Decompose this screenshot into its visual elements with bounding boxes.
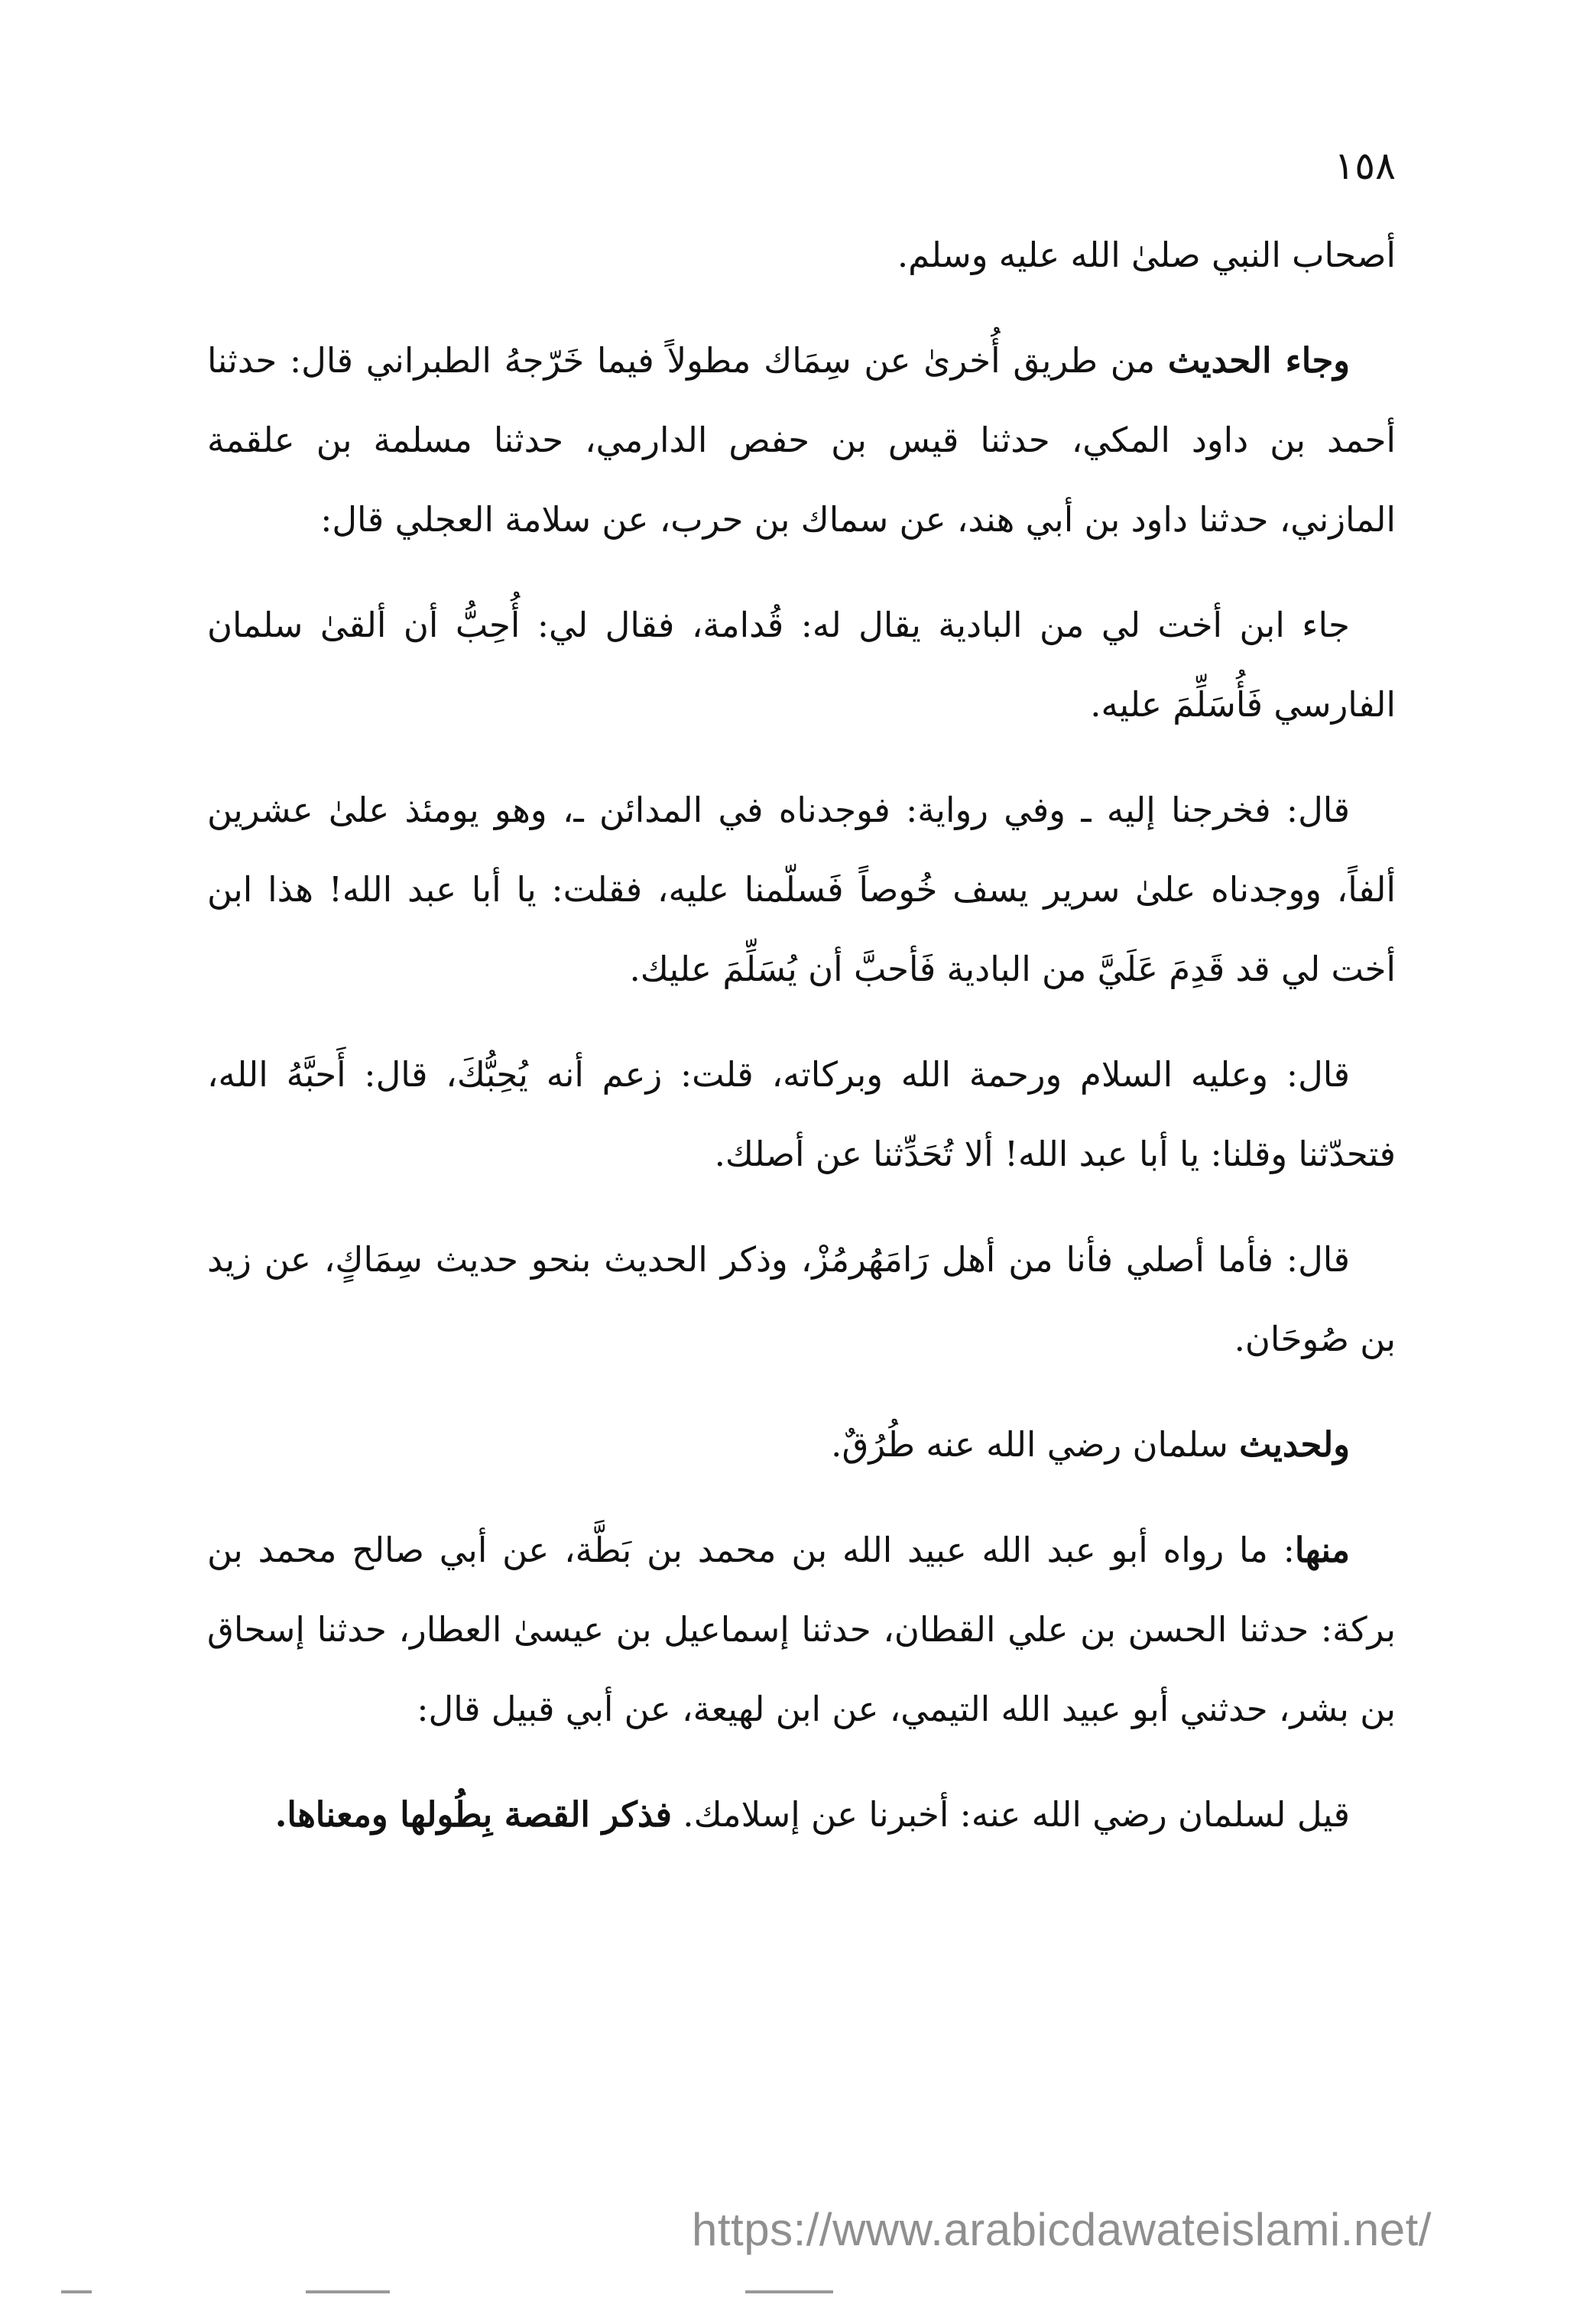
watermark-url-link[interactable]: https://www.arabicdawateislami.net/: [692, 2204, 1432, 2255]
paragraph-text: : ما رواه أبو عبد الله عبيد الله بن محمد بن بَطَّة، عن أبي صالح محمد بن بركة: حدثنا الحسن بن علي القطان، حدثنا إسماعيل بن عيسىٰ العطار، حدثنا إسحاق بن بشر، حدثني أبو عبيد الله التيمي، عن ابن لهيعة، عن أبي قبيل قال:: [207, 1530, 1396, 1729]
book-text-column: [207, 216, 1396, 1855]
paragraph-5: [207, 1035, 1396, 1194]
paragraph-text: أصحاب النبي صلىٰ الله عليه وسلم.: [897, 235, 1396, 275]
paragraph-4: [207, 771, 1396, 1009]
paragraph-text: قال: وعليه السلام ورحمة الله وبركاته، قلت: زعم أنه يُحِبُّكَ، قال: أَحبَّهُ الله، فتحدّثنا وقلنا: يا أبا عبد الله! ألا تُحَدِّثنا عن أصلك.: [207, 1054, 1396, 1174]
paragraph-text: قال: فأما أصلي فأنا من أهل رَامَهُرمُزْ، وذكر الحديث بنحو حديث سِمَاكٍ، عن زيد بن صُوحَان.: [207, 1239, 1396, 1359]
paragraph-tail: فذكر القصة بِطُولها ومعناها.: [274, 1794, 672, 1835]
paragraph-6: [207, 1220, 1396, 1379]
footer-scan-mark: [61, 2290, 92, 2293]
footer-scan-mark: [745, 2290, 833, 2293]
paragraph-2: [207, 321, 1396, 560]
paragraph-9: [207, 1775, 1396, 1855]
paragraph-text: قال: فخرجنا إليه ـ وفي رواية: فوجدناه في المدائن ـ، وهو يومئذ علىٰ عشرين ألفاً، ووجدناه علىٰ سرير يسف خُوصاً فَسلّمنا عليه، فقلت: يا أبا عبد الله! هذا ابن أخت لي قد قَدِمَ عَلَيَّ من البادية فَأحبَّ أن يُسَلِّمَ عليك.: [207, 790, 1396, 989]
paragraph-text: جاء ابن أخت لي من البادية يقال له: قُدامة، فقال لي: أُحِبُّ أن ألقىٰ سلمان الفارسي فَأُسَلِّمَ عليه.: [207, 605, 1396, 725]
paragraph-8: [207, 1511, 1396, 1749]
paragraph-lead: وجاء الحديث: [1167, 340, 1351, 381]
paragraph-1: [207, 216, 1396, 295]
paragraph-text: من طريق أُخرىٰ عن سِمَاك مطولاً فيما خَرّجهُ الطبراني قال: حدثنا أحمد بن داود المكي، حدثنا قيس بن حفص الدارمي، حدثنا مسلمة بن علقمة المازني، حدثنا داود بن أبي هند، عن سماك بن حرب، عن سلامة العجلي قال:: [207, 340, 1396, 540]
paragraph-lead: ولحديث: [1239, 1424, 1350, 1465]
paragraph-7: [207, 1405, 1396, 1485]
page-number: ١٥٨: [1334, 144, 1396, 188]
footer-scan-mark: [306, 2290, 390, 2293]
paragraph-lead: منها: [1294, 1530, 1350, 1570]
paragraph-text: قيل لسلمان رضي الله عنه: أخبرنا عن إسلامك.: [672, 1794, 1350, 1835]
paragraph-3: [207, 586, 1396, 745]
paragraph-text: سلمان رضي الله عنه طُرُقٌ.: [831, 1424, 1240, 1465]
